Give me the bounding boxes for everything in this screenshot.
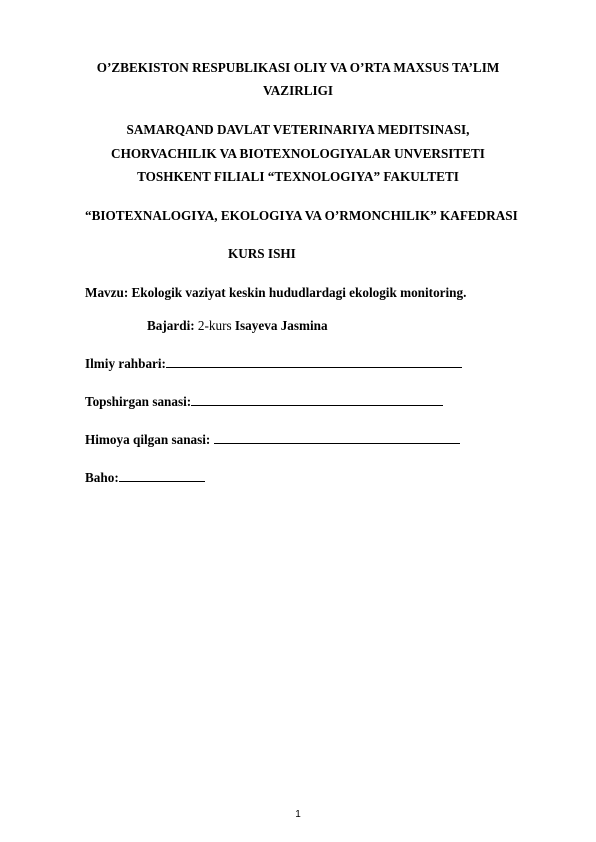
author-line: [147, 318, 328, 334]
work-type-title: KURS ISHI: [228, 246, 296, 261]
supervisor-blank-line: [166, 355, 462, 368]
ministry-line-1: O’ZBEKISTON RESPUBLIKASI OLIY VA O’RTA MAXSUS TA’LIM: [96, 60, 500, 75]
grade-row: [85, 469, 205, 486]
topic-line: Mavzu: Ekologik vaziyat keskin hududlardagi ekologik monitoring.: [85, 285, 467, 300]
university-line-2: CHORVACHILIK VA BIOTEXNOLOGIYALAR UNVERSITETI: [111, 146, 485, 161]
submitted-row: [85, 393, 443, 410]
ministry-line-2: VAZIRLIGI: [262, 83, 334, 98]
submitted-label: Topshirgan sanasi:: [85, 394, 192, 409]
grade-blank-line: [119, 469, 205, 482]
author-name: Isayeva Jasmina: [234, 318, 328, 333]
defense-label: Himoya qilgan sanasi:: [85, 432, 211, 447]
defense-blank-line: [214, 431, 460, 444]
supervisor-row: [85, 355, 462, 372]
university-line-3: TOSHKENT FILIALI “TEXNOLOGIYA” FAKULTETI: [137, 169, 459, 184]
grade-label: Baho:: [85, 470, 119, 485]
defense-row: [85, 431, 460, 448]
department-title: “BIOTEXNALOGIYA, EKOLOGIYA VA O’RMONCHILIK” KAFEDRASI: [85, 208, 518, 223]
page-number: 1: [295, 809, 301, 820]
author-label: Bajardi:: [147, 318, 195, 333]
submitted-blank-line: [191, 393, 443, 406]
author-course: 2-kurs: [197, 318, 232, 333]
university-line-1: SAMARQAND DAVLAT VETERINARIYA MEDITSINASI,: [126, 122, 470, 137]
supervisor-label: Ilmiy rahbari:: [85, 356, 166, 371]
